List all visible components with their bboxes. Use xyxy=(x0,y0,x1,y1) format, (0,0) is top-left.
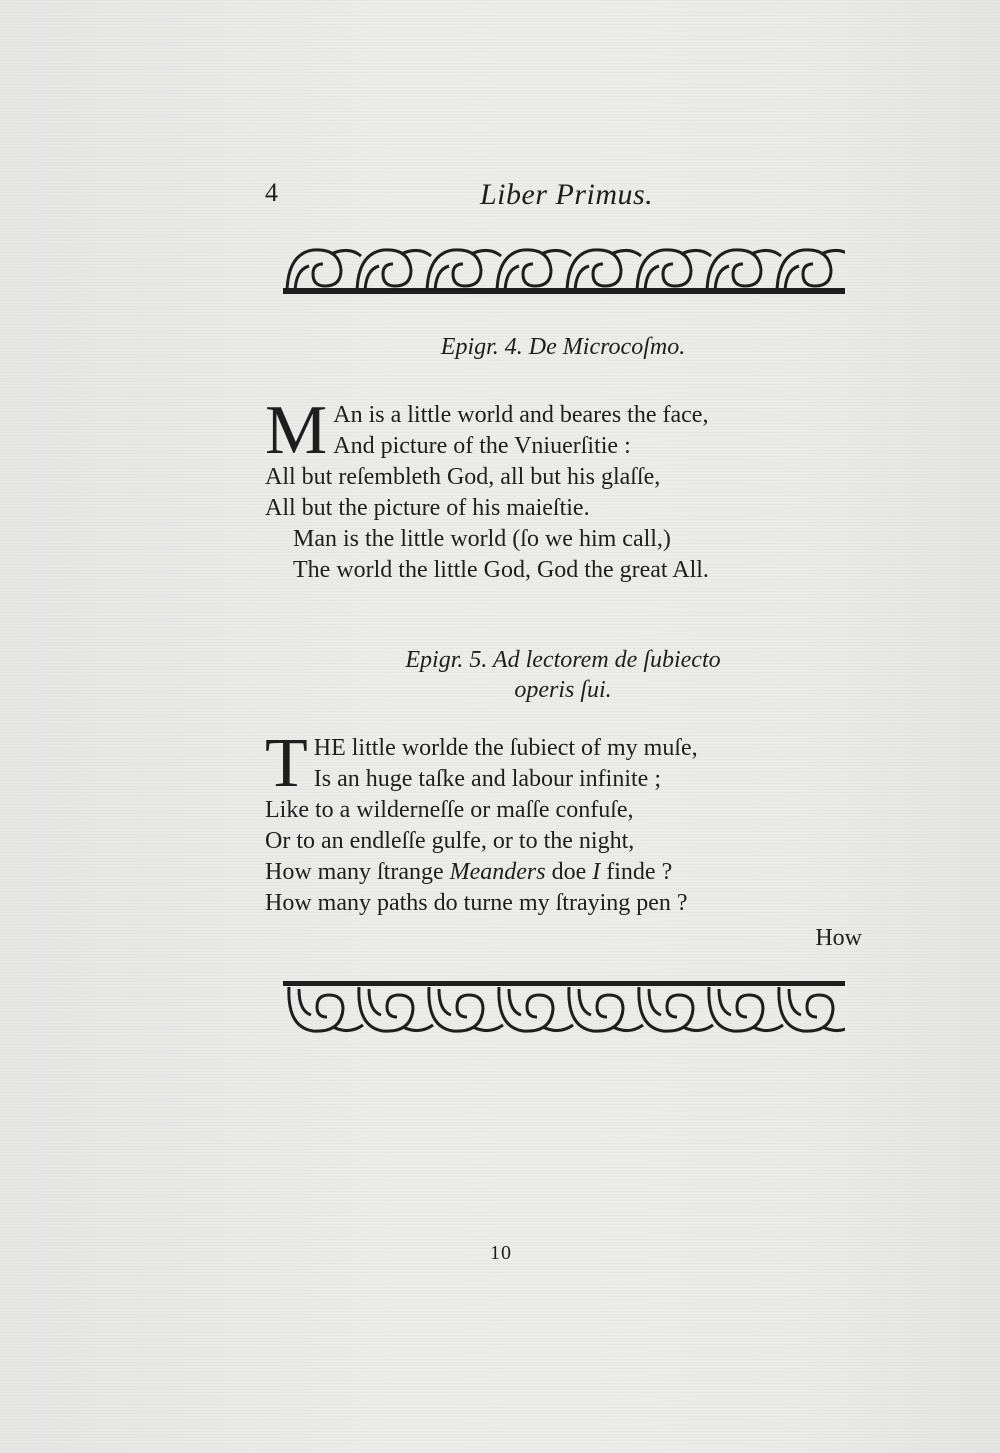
verse-line: All but the picture of his maieſtie. xyxy=(265,495,590,521)
top-ornament-band xyxy=(283,240,845,302)
running-title: Liber Primus. xyxy=(480,178,654,211)
verse-line: Or to an endleſſe gulfe, or to the night, xyxy=(265,828,635,854)
verse-line: How many paths do turne my ſtraying pen ? xyxy=(265,890,688,916)
epigram-5-verse xyxy=(265,725,875,919)
verse-line: All but reſembleth God, all but his glaſſe, xyxy=(265,464,661,490)
verse-line: Is an huge taſke and labour infinite ; xyxy=(313,766,661,792)
verse-line: How many ſtrange Meanders doe I finde ? xyxy=(265,859,673,885)
scroll-ornament-icon xyxy=(287,250,361,294)
verse-line: And picture of the Vniuerſitie : xyxy=(333,433,631,459)
folio-number: 10 xyxy=(490,1242,512,1264)
verse-line: Man is the little world (ſo we him call,) xyxy=(293,526,671,552)
running-head xyxy=(265,178,675,218)
epigram-4-title: Epigr. 4. De Microcoſmo. xyxy=(440,334,686,360)
epigram-5-title xyxy=(283,645,843,705)
catchword: How xyxy=(815,925,862,951)
verse-line: An is a little world and beares the face, xyxy=(333,402,709,428)
epigram-5-title-line: Epigr. 5. Ad lectorem de ſubiecto xyxy=(405,647,721,673)
page-number: 4 xyxy=(265,178,278,207)
epigram-5-title-line: operis ſui. xyxy=(514,677,612,703)
verse-line: HE little worlde the ſubiect of my muſe, xyxy=(313,735,698,761)
bottom-ornament-band xyxy=(283,975,845,1040)
verse-line: Like to a wilderneſſe or maſſe confuſe, xyxy=(265,797,634,823)
drop-cap: T xyxy=(265,725,308,802)
verse-line: The world the little God, God the great All. xyxy=(293,557,709,583)
drop-cap: M xyxy=(265,392,328,469)
scroll-ornament-icon xyxy=(289,987,363,1031)
epigram-4-verse xyxy=(265,392,875,586)
